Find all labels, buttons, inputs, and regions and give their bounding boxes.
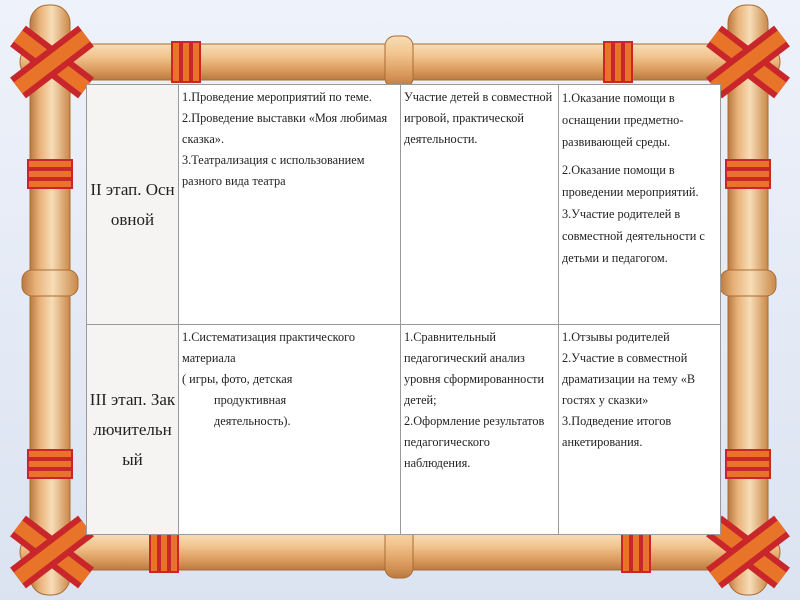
list-item: 3.Участие родителей в совместной деятельности с детьми и педагогом. — [562, 207, 705, 265]
bamboo-right — [720, 5, 776, 595]
list-item: 1.Сравнительный педагогический анализ уровня сформированности детей; — [404, 330, 545, 407]
list-item: Участие детей в совместной игровой, практической деятельности. — [404, 90, 553, 146]
list-item: деятельность). — [214, 414, 291, 428]
list-item: 2.Участие в совместной драматизации на тему «В гостях у сказки» — [562, 351, 696, 407]
bamboo-top — [20, 36, 780, 88]
list-item: 2.Оказание помощи в проведении мероприятий. — [562, 163, 699, 199]
children-cell — [401, 85, 559, 325]
list-item: 1.Проведение мероприятий по теме. — [182, 90, 372, 104]
list-item: 1.Отзывы родителей — [562, 330, 670, 344]
list-item: продуктивная — [214, 393, 287, 407]
list-item: 1.Систематизация практического материала — [182, 330, 356, 365]
parents-cell — [559, 325, 721, 535]
stages-table-container — [86, 84, 720, 534]
table-row — [87, 325, 721, 535]
list-item: ( игры, фото, детская — [182, 372, 293, 386]
list-item: 3.Подведение итогов анкетирования. — [562, 414, 672, 449]
stages-table — [86, 84, 721, 535]
table-row — [87, 85, 721, 325]
list-item: 1.Оказание помощи в оснащении предметно-развивающей среды. — [562, 91, 684, 149]
stage-cell: III этап. Заключительный — [87, 325, 179, 535]
children-cell — [401, 325, 559, 535]
parents-cell — [559, 85, 721, 325]
list-item: 2.Проведение выставки «Моя любимая сказка». — [182, 111, 388, 146]
activities-cell — [179, 325, 401, 535]
list-item: 3.Театрализация с использованием разного вида театра — [182, 153, 365, 188]
activities-cell — [179, 85, 401, 325]
stage-cell: II этап. Основной — [87, 85, 179, 325]
list-item: 2.Оформление результатов педагогического наблюдения. — [404, 414, 545, 470]
